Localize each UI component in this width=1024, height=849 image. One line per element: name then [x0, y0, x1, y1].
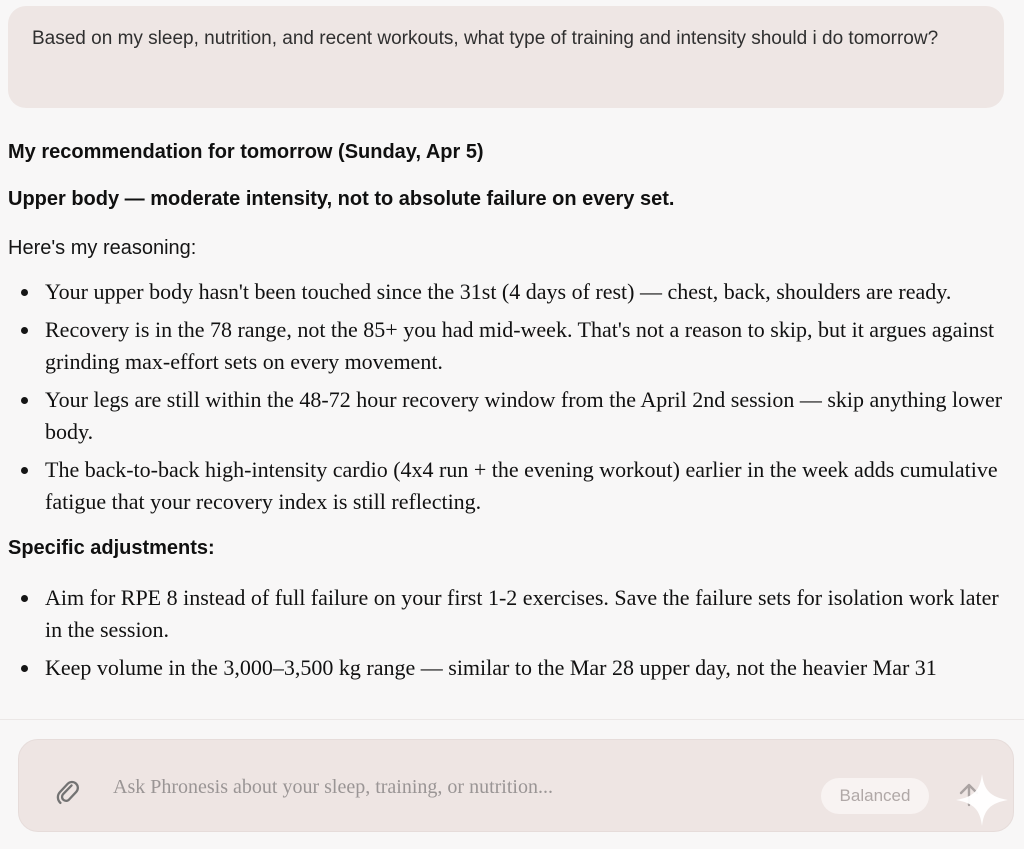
- assistant-message: [8, 138, 1012, 690]
- recommendation-heading: My recommendation for tomorrow (Sunday, Apr 5): [8, 141, 484, 163]
- list-item-text: Aim for RPE 8 instead of full failure on your first 1-2 exercises. Save the failure sets for isolation work later in the session.: [45, 585, 999, 642]
- user-message-text: Based on my sleep, nutrition, and recent workouts, what type of training and intensity should i do tomorrow?: [32, 28, 939, 49]
- list-item: [8, 652, 1012, 684]
- list-item: [8, 582, 1012, 646]
- chat-divider: [0, 719, 1024, 720]
- list-item: [8, 314, 1012, 378]
- bullet-dot-icon: [21, 289, 28, 296]
- message-composer: [18, 739, 1014, 832]
- bullet-dot-icon: [21, 665, 28, 672]
- list-item: [8, 276, 1012, 308]
- reasoning-list: [8, 276, 1012, 518]
- bullet-dot-icon: [21, 467, 28, 474]
- mode-button[interactable]: Balanced: [821, 778, 929, 814]
- user-message-bubble: [8, 6, 1004, 108]
- send-button[interactable]: [945, 771, 993, 819]
- adjustments-heading: Specific adjustments:: [8, 537, 215, 559]
- list-item-text: Keep volume in the 3,000–3,500 kg range — similar to the Mar 28 upper day, not the heavier Mar 31: [45, 655, 937, 680]
- paperclip-icon[interactable]: [55, 777, 79, 807]
- list-item-text: Your upper body hasn't been touched since the 31st (4 days of rest) — chest, back, shoulders are ready.: [45, 279, 952, 304]
- list-item: [8, 454, 1012, 518]
- message-input[interactable]: [113, 772, 803, 802]
- list-item-text: Recovery is in the 78 range, not the 85+ you had mid-week. That's not a reason to skip, but it argues against grinding max-effort sets on every movement.: [45, 317, 995, 374]
- bullet-dot-icon: [21, 397, 28, 404]
- list-item-text: Your legs are still within the 48-72 hour recovery window from the April 2nd session — skip anything lower body.: [45, 387, 1003, 444]
- adjustments-list: [8, 582, 1012, 684]
- reasoning-intro: Here's my reasoning:: [8, 237, 197, 259]
- arrow-up-icon: [956, 781, 982, 809]
- bullet-dot-icon: [21, 595, 28, 602]
- list-item-text: The back-to-back high-intensity cardio (4x4 run + the evening workout) earlier in the week adds cumulative fatigue that your recovery index is still reflecting.: [45, 457, 998, 514]
- bullet-dot-icon: [21, 327, 28, 334]
- list-item: [8, 384, 1012, 448]
- recommendation-summary: Upper body — moderate intensity, not to absolute failure on every set.: [8, 188, 675, 210]
